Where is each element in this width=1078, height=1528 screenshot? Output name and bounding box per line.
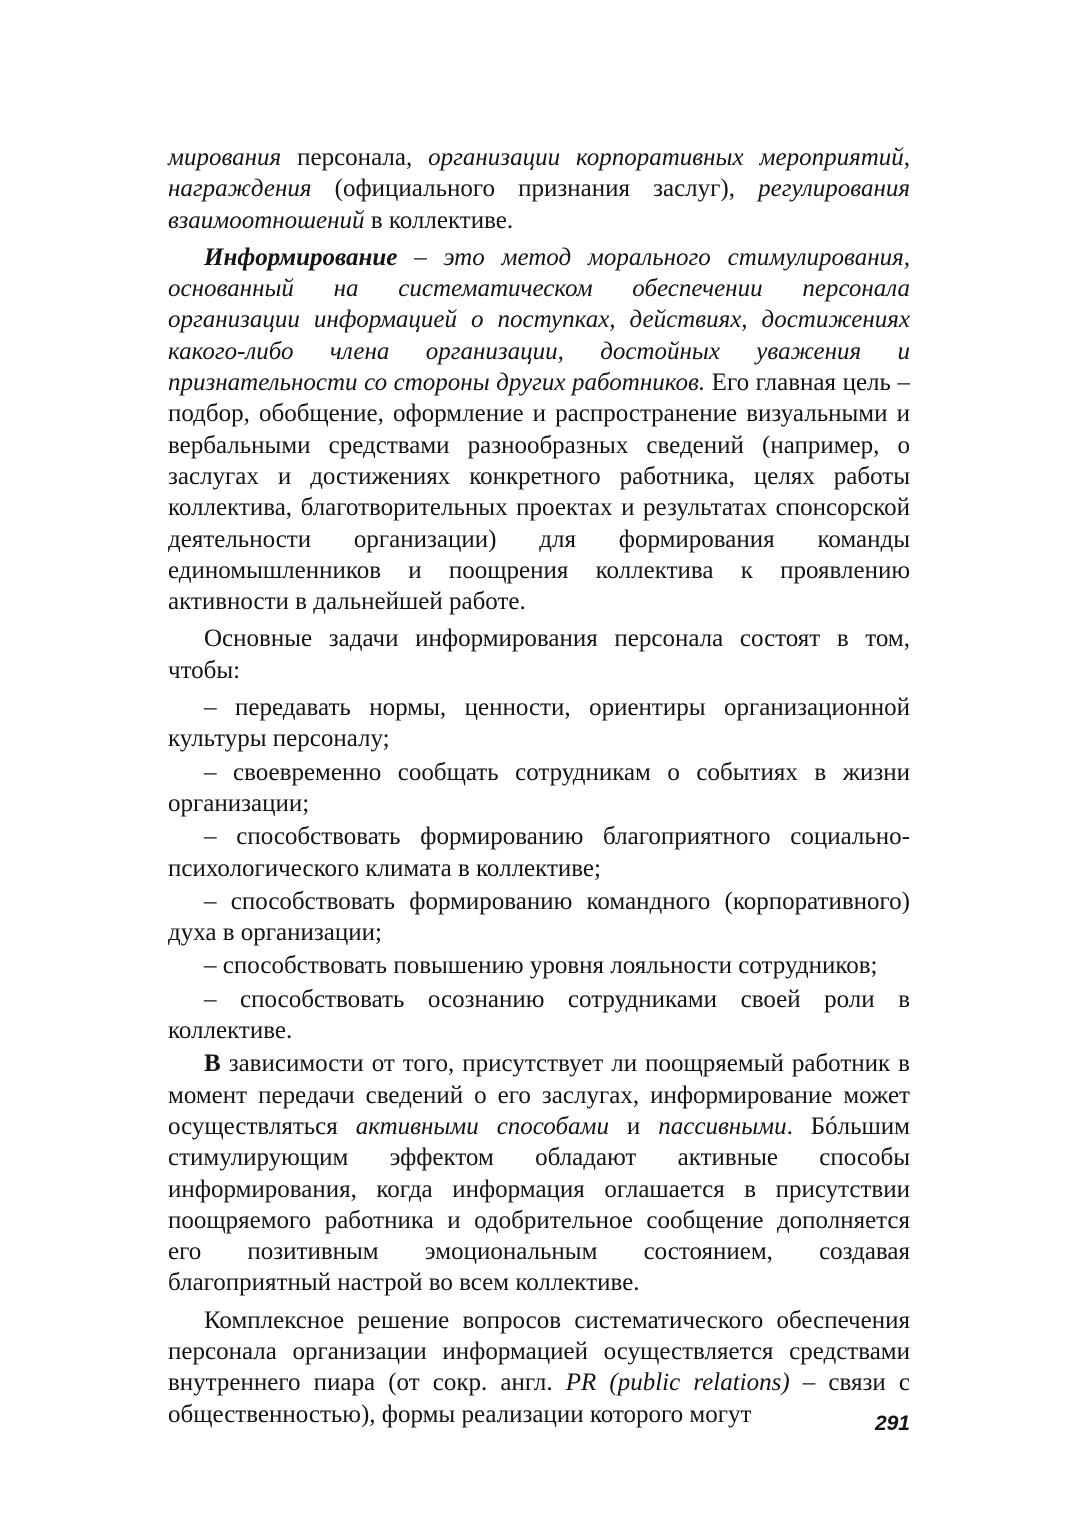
paragraph	[168, 1305, 910, 1430]
text-run: зависимости от того, присутствует ли поощряемый работник в момент передачи сведений о его заслугах, информирование может осуществляться	[168, 1050, 910, 1140]
paragraph	[168, 623, 910, 686]
text-run: . Бóльшим стимулирующим эффектом обладают активные способы информирования, когда информация оглашается в присутствии поощряемого работника и одобрительное сообщение дополняется его позитивным эмоциональным состоянием, создавая благоприятный настрой во всем коллективе.	[168, 1112, 910, 1297]
text-run: ,	[903, 144, 911, 171]
paragraph	[168, 242, 910, 618]
text-run: персонала,	[281, 144, 429, 171]
text-run: – способствовать повышению уровня лояльности сотрудников;	[204, 952, 878, 980]
text-run: – своевременно сообщать сотрудникам о событиях в жизни организации;	[168, 758, 910, 817]
list-item	[168, 757, 910, 820]
text-run: – способствовать осознанию сотрудниками своей роли в коллективе.	[168, 985, 910, 1045]
list-item	[168, 886, 910, 949]
text-run: – связи с общественностью), формы реализации которого могут	[168, 1369, 910, 1428]
emphasis-text: награждения	[168, 175, 312, 203]
emphasis-text: активными способами	[355, 1112, 609, 1140]
text-run: и	[608, 1112, 659, 1140]
text-run: – способствовать формированию командного (корпоративного) духа в организации;	[168, 887, 910, 947]
page-body	[168, 142, 910, 1436]
emphasis-text: – это метод морального стимулирования, основанный на систематическом обеспечении персонала организации информацией о поступках, действиях, достижениях какого-либо члена организации, достойных уважения и признательности со стороны других работников.	[168, 243, 910, 397]
emphasis-text: В	[204, 1050, 221, 1078]
text-run: Комплексное решение вопросов систематического обеспечения персонала организации информацией осуществляется средствами внутреннего пиара (от сокр. англ.	[168, 1306, 910, 1397]
page-number: 291	[874, 1412, 910, 1435]
emphasis-text: организации корпоративных мероприятий	[428, 144, 904, 171]
emphasis-text: Информирование	[204, 243, 398, 271]
list-item	[168, 692, 910, 755]
text-run: Основные задачи информирования персонала состоят в том, чтобы:	[168, 625, 910, 684]
list-item	[168, 950, 910, 981]
emphasis-text: мирования	[168, 144, 282, 171]
emphasis-text: пассивными	[658, 1112, 787, 1140]
text-run: (официального признания заслуг),	[311, 175, 759, 203]
list-item	[168, 821, 910, 884]
text-run: – передавать нормы, ценности, ориентиры организационной культуры персоналу;	[168, 694, 910, 753]
text-run: Его главная цель – подбор, обобщение, оформление и распространение визуальными и вербальными средствами разнообразных сведений (например, о заслугах и достижениях конкретного работника, целях работы коллектива, благотворительных проектах и результатах спонсорской деятельности организации) для формирования команды единомышленников и поощрения коллектива к проявлению активности в дальнейшей работе.	[168, 369, 910, 616]
paragraph	[168, 1048, 910, 1298]
emphasis-text: PR (public relations)	[565, 1369, 790, 1397]
paragraph	[168, 142, 910, 236]
emphasis-text: регулирования взаимоотношений	[168, 175, 910, 234]
list-item	[168, 984, 910, 1047]
text-run: – способствовать формированию благоприятного социально-психологического климата в коллективе;	[168, 823, 910, 882]
text-block	[168, 142, 910, 1430]
text-run: в коллективе.	[364, 206, 514, 234]
